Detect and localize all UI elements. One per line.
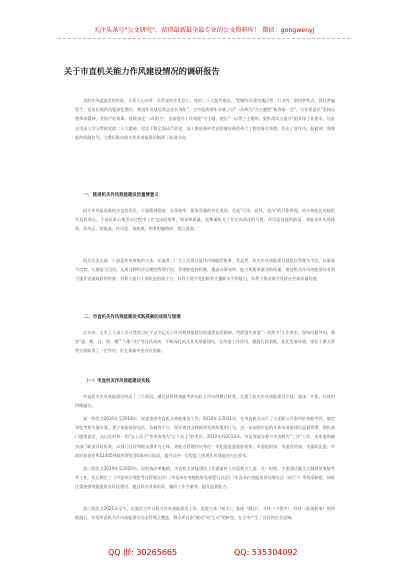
paragraph-section1-a: 机关作风是党政机关及其党员、干部精神面貌、办事效率、服务质量的外在表现，也是"行风、政风、党风"的具体体现。机关效能是党政机关及其党员、干部从事公务活动过程中工作完成的效率、效果和质量，是衡量机关工作完成情况的尺度。作风是效能的前提，效能是作风的体现，作风正、效能高，作风差、效能低，两者相辅相成、相互促进。 bbox=[75, 208, 335, 232]
paragraph-section2-intro: 近年来，全市上下深入学习贯彻习近平总书记关于作风和效能建设的重要论述精神，贯彻落实省委"一改两为"工作要求，坚持问题导向，聚焦"虚、躁、浮、慢、庸""六重六轻"等作风顽疾，不断深化机关作风效能建设，在改进工作作风，提高行政效能，优化发展环境，密切干群关系等方面取得了一定作用，但在探索中也存在困难。 bbox=[75, 330, 335, 354]
paragraph-stage-2: 第二阶段为2019年至2020年，因机构改革撤销，市直机关效能建设工作逐渐转入市直机关工委，这一时期，主要通过健全立制规范效能考评工作，先后制定了《市直单位效能考评管理办法》《市直单位效能投诉处理暂行办法》《市直单位效能投诉处理办法（试行）》等规章制度，同时注重加强效能监督员队伍建设，通过举办业务培训，编印工作手册等，提升监督能力。 bbox=[75, 466, 335, 490]
paragraph-stage-1: 第一阶段为2010年至2018年，探索推进市直机关效能建设工作。2010年至2011年，在市直机关实行了公述职公开事项的效能考评，制定年度考核实施方案，建立效能投诉电话、信箱等平台，坚决查处各种损害发展环境的行为，进一步加强市直机关作风效能建设监督管理，强化部门服务意识，从以往的单一的"自上而下"考评改变为"自下而上"的考评，2012年到2013年，市直效能办参与市直机关"三评"工作，由市委明确各部门职责评价标准，以部门自评和群众测评为主体。效能办管理评议单位：市纪委监委派驻机构、市委组织部、市委宣传部、市委政法委、市政府督查室和12345热线管理处等6家单位组成，提升以外一定程度上体现作风效能的内在要求。 bbox=[75, 416, 335, 458]
section-heading-2: 二、市直机关作风效能建设实践探索的成效与困境 bbox=[84, 315, 181, 320]
paragraph-stage-3: 第三阶段为2021年至今，实施民主评议机关作风效能建设工作，促进主体（机关）、客体（群众）、介体（小程序）、环体（政务服务）的四维融合，实现市直机关作风效能建设动态管理全覆盖，群众评议由"被动"向"主动"的转变，在全市产生了良好的社会反响。 bbox=[75, 506, 335, 521]
document-title: 关于市直机关能力作风建设情况的调研报告 bbox=[64, 66, 220, 76]
qq-number: QQ: 535304092 bbox=[234, 548, 298, 557]
paragraph-section1-b: 机关完美无缺，干部是作风效能的主体，实施者，广大人民群众是作风效能的服务、受益者。机关作风效能建设就是以管理为手段，以服务为宗旨，以满意为目的，运用各种科学合理的管理手段，管理制度和机制，提高办事效率，能力和服务群众的质量，推进机关作风效能建设有利于提升党委政府的形象，有利于提升干部队伍的战斗力，有利于提升党组织机关播职水平和能力，有利于推动地方经济社会高质量发展。 bbox=[75, 258, 335, 282]
paragraph-intro: 党的作风就是党的形象，关系人心向背，关系党的生死存亡。党的二十大报告指出，"把握作风建设地区性、行业性、阶段性特点，抓住普遍发生、反复出现的问题深化整治，推进作风建设常态化长效化"。全市连续两年开展了以"一改两为"为主题的"新春第一会"，今年更是以"发扬自我革命精神，坚持严的基调，持续深化'一改两为'，全面提升工作效能"为主题，提出"一以贯之主题形，狠抓落实五提升"的具体工作要求，这是全市深入学习贯彻党的二十大精神，坚定不移全面从严治党，深入推进新时代党的建设新的伟大工程的务实举措，发出了首作风，振精神，强效能的明确信号，为我们推动机关作风效能建设指明了前进方向。 bbox=[75, 98, 335, 140]
top-banner: 关注头条号"公文研究"，获得最新最全最专业的公文资料库！ 微信：gongwenyj bbox=[58, 23, 350, 39]
paragraph-stages-intro: 市直机关作风效能建设经历了三个阶段，通过从传统效能考评向民主评议的模式转变，实现了机关作风效能建设主体、客体、介体、环体的四维融合。 bbox=[75, 394, 335, 409]
section-heading-1: 一、推进机关作风效能建设的重要意义 bbox=[84, 193, 159, 198]
subsection-heading-1: （一）市直机关作风效能建设实践 bbox=[84, 379, 150, 384]
qq-group-number: QQ 群: 30265665 bbox=[108, 548, 178, 557]
